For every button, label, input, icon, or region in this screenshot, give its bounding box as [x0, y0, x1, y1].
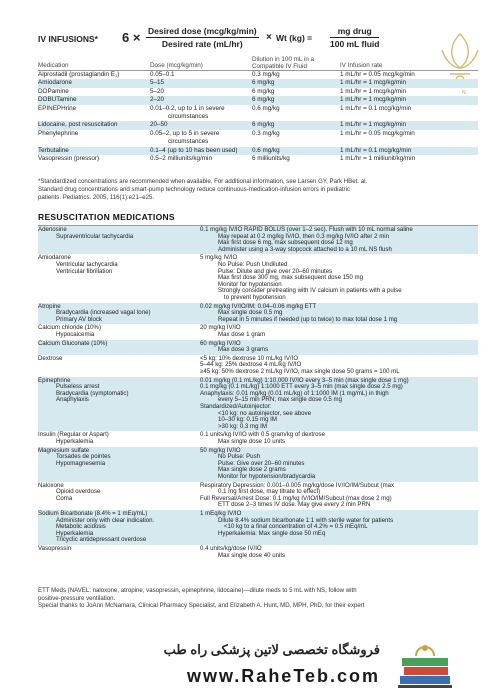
- resuscitation-indication: Coma: [56, 494, 73, 502]
- resuscitation-dose-line: 60 mg/kg IV/IO: [200, 339, 241, 347]
- infusion-cell: 0.6 mg/kg: [252, 146, 280, 154]
- resuscitation-indication: Tricyclic antidepressant overdose: [56, 536, 147, 544]
- resuscitation-row: [38, 510, 478, 545]
- resuscitation-dosing: [200, 356, 478, 376]
- resuscitation-drug: [38, 378, 198, 404]
- resuscitation-dose-line: Max first dose 6 mg, max subsequent dose 12 mg: [218, 239, 353, 247]
- infusion-col-header: Dilution in 100 mL in a Compatible IV Fluid: [252, 56, 315, 70]
- infusion-cell: 6 mg/kg: [252, 121, 275, 129]
- resuscitation-indication: Primary AV block: [56, 315, 102, 323]
- resuscitation-indication: Administer only with clear indication.: [56, 516, 155, 524]
- infusion-cell: 1 mL/hr = 1 mcg/kg/min: [340, 121, 406, 129]
- resuscitation-dose-line: May repeat at 0.2 mg/kg IV/IO, then 0.3 mg/kg IV/IO after 2 min: [218, 232, 390, 240]
- formula-fraction-drug: mg drug 100 mL fluid: [330, 26, 380, 49]
- resuscitation-indication: Vasopressin: [38, 544, 72, 552]
- resuscitation-row: [38, 254, 478, 302]
- infusion-cell: 0.5–2 milliunits/kg/min: [150, 154, 212, 162]
- resuscitation-indication: Hypomagnesemia: [56, 459, 106, 467]
- resuscitation-dosing: [200, 546, 478, 559]
- resuscitation-dose-line: Max first dose 300 mg, max subsequent dose 150 mg: [218, 274, 363, 282]
- resuscitation-dose-line: Dilute 8.4% sodium bicarbonate 1:1 with sterile water for patients: [218, 516, 394, 524]
- resuscitation-dose-line: to prevent hypotension: [224, 293, 286, 301]
- infusion-cell: DOPamine: [38, 87, 69, 95]
- iv-infusion-table: [38, 56, 478, 163]
- resuscitation-drug: [38, 546, 198, 553]
- resuscitation-row: [38, 340, 478, 355]
- infusion-cell: Lidocaine, post resuscitation: [38, 121, 118, 129]
- infusion-cell: circumstances: [168, 138, 209, 146]
- resuscitation-drug: [38, 341, 198, 348]
- infusion-cell: 1 mL/hr = 0.1 mcg/kg/min: [340, 146, 412, 154]
- resuscitation-dose-line: 0.1 mg first dose, may titrate to effect): [218, 488, 321, 496]
- infusion-cell: DOBUTamine: [38, 96, 77, 104]
- infusion-table-row: [38, 155, 478, 163]
- resuscitation-drug: [38, 511, 198, 544]
- resuscitation-dose-line: 20 mg/kg IV/IO: [200, 324, 241, 332]
- resuscitation-dose-line: Strongly consider pretreating with IV calcium in patients with a pulse: [218, 287, 402, 295]
- resuscitation-dose-line: Anaphylaxis: 0.01 mg/kg (0.01 mL/kg) of 1:1000 IM (1 mg/mL) in thigh: [200, 389, 389, 397]
- formula-factor: 6 ×: [122, 30, 141, 45]
- resuscitation-row: [38, 377, 478, 432]
- resuscitation-dose-line: Max dose 1 gram: [218, 330, 266, 338]
- infusion-cell: 1 mL/hr = 1 milliunit/kg/min: [340, 154, 416, 162]
- infusion-cell: Alprostadil (prostaglandin E₁): [38, 71, 120, 78]
- resuscitation-dose-line: >30 kg: 0.3 mg IM: [218, 422, 267, 430]
- book-stack-logo-icon: [394, 638, 456, 694]
- resuscitation-dose-line: ≥45 kg: 50% dextrose 2 mL/kg IV/IO, max single dose 50 grams = 100 mL: [200, 367, 400, 375]
- infusion-cell: 1 mL/hr = 0.1 mcg/kg/min: [340, 104, 412, 112]
- resuscitation-dose-line: every 5–15 min PRN; max single dose 0.5 mg: [218, 396, 342, 404]
- infusion-cell: 0.1–4 (up to 10 has been used): [150, 146, 238, 154]
- store-banner: [0, 632, 500, 700]
- resuscitation-dosing: [200, 483, 478, 509]
- infusion-cell: circumstances: [168, 112, 209, 120]
- resuscitation-drug: [38, 227, 198, 240]
- resuscitation-row: [38, 447, 478, 482]
- resuscitation-indication: Adenosine: [38, 226, 67, 233]
- resuscitation-indication: Bradycardia (increased vagal tone): [56, 309, 151, 317]
- infusion-cell: 1 mL/hr = 1 mcg/kg/min: [340, 96, 406, 104]
- resuscitation-dose-line: Max single dose 40 units: [218, 551, 286, 559]
- resuscitation-dosing: [200, 432, 478, 445]
- resuscitation-dosing: [200, 255, 478, 301]
- resuscitation-dose-line: Hyperkalemia: Max single dose 50 mEq: [218, 529, 326, 537]
- resuscitation-dose-line: No Pulse: Push: [218, 453, 261, 461]
- resuscitation-dose-line: Pulse: Give over 20–60 minutes: [218, 459, 305, 467]
- infusion-cell: 6 milliunits/kg: [252, 154, 290, 162]
- resuscitation-dosing: [200, 341, 478, 354]
- resuscitation-indication: Hyperkalemia: [56, 529, 94, 537]
- resuscitation-dose-line: 1 mEq/kg IV/IO: [200, 509, 242, 517]
- infusion-cell: 0.6 mg/kg: [252, 104, 280, 112]
- resuscitation-indication: Bradycardia (symptomatic): [56, 389, 129, 397]
- infusion-cell: 0.3 mg/kg: [252, 129, 280, 137]
- resuscitation-dose-line: <10 kg to a final concentration of 4.2% = 0.5 mEq/mL: [224, 523, 368, 531]
- infusion-cell: Amiodarone: [38, 79, 72, 87]
- resuscitation-dose-line: 0.1 mg/kg (0.1 mL/kg) 1:1000 ETT every 3–5 min (max single dose 2.5 mg): [200, 383, 403, 391]
- resuscitation-indication: Pulseless arrest: [56, 383, 100, 391]
- infusion-table-row: [38, 147, 478, 155]
- resuscitation-dose-line: ETT dose 2–3 times IV dose. May give every 2 min PRN: [218, 501, 371, 509]
- infusion-table-row: [38, 121, 478, 129]
- resuscitation-indication: Magnesium sulfate: [38, 446, 90, 454]
- resuscitation-indication: Hypocalcemia: [56, 330, 95, 338]
- resuscitation-dose-line: 5 mg/kg IV/IO: [200, 254, 238, 262]
- iv-infusions-title: IV INFUSIONS*: [38, 34, 98, 44]
- infusion-table-row: [38, 79, 478, 87]
- store-url[interactable]: www.RaheTeb.com: [186, 666, 380, 686]
- resuscitation-dose-line: 0.1 units/kg IV/IO with 0.5 gram/kg of dextrose: [200, 431, 325, 439]
- resuscitation-dose-line: 50 mg/kg IV/IO: [200, 446, 241, 454]
- resuscitation-indication: Opioid overdose: [56, 488, 101, 496]
- resuscitation-dose-line: 0.4 units/kg/dose IV/IO: [200, 544, 262, 552]
- resuscitation-dosing: [200, 378, 478, 431]
- infusion-cell: 1 mL/hr = 1 mcg/kg/min: [340, 87, 406, 95]
- resuscitation-drug: [38, 448, 198, 468]
- resuscitation-indication: Dextrose: [38, 354, 63, 362]
- infusion-cell: 5–20: [150, 87, 165, 95]
- ett-meds-note: ETT Meds (NAVEL: naloxone, atropine, vasopressin, epinephrine, lidocaine)—dilute meds to 5 mL with NS, follow with positive-pressure ventilation. Special thanks to JoAnn McNamara, Clinical Pharmacy Specialist, and Elizabeth A. Hunt, MD, MPH, PhD, for their expert: [38, 587, 365, 609]
- resuscitation-dose-line: No Pulse: Push Undiluted: [218, 260, 288, 268]
- resuscitation-drug: [38, 304, 198, 324]
- resuscitation-indication: Ventricular tachycardia: [56, 260, 118, 268]
- resuscitation-dose-line: <5 kg: 10% dextrose 10 mL/kg IV/IO: [200, 354, 299, 362]
- infusion-cell: Phenylephrine: [38, 129, 79, 137]
- resuscitation-indication: Anaphylaxis: [56, 396, 89, 404]
- infusion-cell: 2–20: [150, 96, 165, 104]
- resuscitation-indication: Insulin (Regular or Aspart): [38, 431, 109, 439]
- infusion-cell: 1 mL/hr = 1 mcg/kg/min: [340, 79, 406, 87]
- resuscitation-row: [38, 226, 478, 254]
- resuscitation-indication: Calcium Gluconate (10%): [38, 339, 108, 347]
- resuscitation-dose-line: 0.01 mg/kg (0.1 mL/kg) 1:10,000 IV/IO every 3–5 min (max single dose 1 mg): [200, 376, 409, 384]
- resuscitation-indication: Ventricular fibrillation: [56, 267, 113, 275]
- resuscitation-indication: Hyperkalemia: [56, 437, 94, 445]
- formula-fraction-dose: Desired dose (mcg/kg/min) Desired rate (mL/hr): [148, 26, 257, 49]
- infusion-table-row: [38, 71, 478, 79]
- resuscitation-drug: [38, 325, 198, 338]
- svg-text:N: N: [462, 90, 468, 96]
- infusion-table-row: [38, 138, 478, 146]
- infusion-table-row: [38, 96, 478, 104]
- infusion-cell: 1 mL/hr = 0.05 mcg/kg/min: [340, 71, 415, 78]
- infusion-cell: Vasopressin (pressor): [38, 154, 100, 162]
- resuscitation-dose-line: 10–30 kg: 0.15 mg IM: [218, 416, 277, 424]
- infusion-cell: 1 mL/hr = 0.05 mcg/kg/min: [340, 129, 415, 137]
- resuscitation-dosing: [200, 304, 478, 324]
- resuscitation-dose-line: 0.02 mg/kg IV/IO/IM; 0.04–0.06 mg/kg ETT: [200, 302, 317, 310]
- infusion-cell: 0.05–0.1: [150, 71, 175, 78]
- resuscitation-dose-line: 0.1 mg/kg IV/IO RAPID BOLUS (over 1–2 sec). Flush with 10 mL normal saline: [200, 226, 413, 233]
- resuscitation-dosing: [200, 325, 478, 338]
- resuscitation-row: [38, 355, 478, 377]
- infusion-col-header: Dose (mcg/kg/min): [150, 62, 203, 69]
- store-name: فروشگاه تخصصی لاتین پزشکی راه طب: [163, 642, 380, 657]
- resuscitation-drug: [38, 356, 198, 363]
- resuscitation-dose-line: Max single dose 2 grams: [218, 466, 286, 474]
- resuscitation-indication: Naloxone: [38, 481, 64, 489]
- resuscitation-indication: Supraventricular tachycardia: [56, 232, 134, 240]
- resuscitation-dose-line: 5–44 kg: 25% dextrose 4 mL/kg IV/IO: [200, 361, 302, 369]
- formula-times: ×: [266, 32, 272, 43]
- resuscitation-indication: Metabolic acidosis: [56, 523, 106, 531]
- infusion-table-row: [38, 113, 478, 121]
- infusion-cell: 6 mg/kg: [252, 79, 275, 87]
- infusion-cell: 20–50: [150, 121, 168, 129]
- resuscitation-dose-line: Max single dose 0.5 mg: [218, 309, 283, 317]
- resuscitation-dose-line: Respiratory Depression: 0.001–0.005 mg/kg/dose IV/IO/IM/Subcut (max: [200, 481, 395, 489]
- infusion-table-row: [38, 105, 478, 113]
- infusion-table-row: [38, 130, 478, 138]
- resuscitation-dosing: [200, 227, 478, 253]
- infusion-cell: 5–15: [150, 79, 165, 87]
- infusion-col-header: Medication: [38, 62, 69, 69]
- resuscitation-indication: Calcium chloride (10%): [38, 324, 101, 332]
- resuscitation-dose-line: Monitor for hypotension: [218, 280, 282, 288]
- infusion-cell: Terbutaline: [38, 146, 69, 154]
- resuscitation-dose-line: Repeat in 5 minutes if needed (up to twice) to max total dose 1 mg: [218, 315, 398, 323]
- resuscitation-row: [38, 303, 478, 325]
- resuscitation-dose-line: Max single dose 10 units: [218, 437, 286, 445]
- resuscitation-indication: Amiodarone: [38, 254, 71, 262]
- infusion-cell: 0.05–2, up to 5 in severe: [150, 129, 220, 137]
- resuscitation-row: [38, 431, 478, 446]
- iv-infusion-formula: [38, 26, 478, 54]
- resuscitation-dose-line: <10 kg: no autoinjector, see above: [218, 409, 311, 417]
- resuscitation-drug: [38, 483, 198, 503]
- resuscitation-dose-line: Pulse: Dilute and give over 20–60 minutes: [218, 267, 333, 275]
- resuscitation-drug: [38, 255, 198, 275]
- resuscitation-row: [38, 324, 478, 339]
- resuscitation-row: [38, 482, 478, 510]
- formula-weight: Wt (kg) =: [276, 33, 313, 43]
- resuscitation-title: RESUSCITATION MEDICATIONS: [38, 212, 175, 222]
- resuscitation-indication: Atropine: [38, 302, 61, 310]
- resuscitation-drug: [38, 432, 198, 445]
- resuscitation-row: [38, 545, 478, 560]
- resuscitation-dosing: [200, 511, 478, 537]
- infusion-table-row: [38, 88, 478, 96]
- infusion-table-header: [38, 56, 478, 71]
- infusion-cell: 6 mg/kg: [252, 87, 275, 95]
- resuscitation-table: [38, 225, 478, 560]
- infusion-cell: 0.01–0.2, up to 1 in severe: [150, 104, 225, 112]
- standardized-concentration-note: *Standardized concentrations are recommended when available. For additional information, see Larsen GY, Park HBet. al. Standard drug concentrations and smart-pump technology reduce continuous-medication-infusion errors in pediatric patients. Pediatrics. 2005, 116(1):e21–e25.: [38, 178, 368, 201]
- resuscitation-dose-line: Max dose 3 grams: [218, 346, 269, 354]
- resuscitation-dose-line: Full Reversal/Arrest Dose: 0.1 mg/kg IV/IO/IM/Subcut (max dose 2 mg): [200, 494, 392, 502]
- resuscitation-indication: Epinephrine: [38, 376, 71, 384]
- resuscitation-dose-line: Monitor for hypotension/bradycardia: [218, 472, 316, 480]
- infusion-cell: 0.3 mg/kg: [252, 71, 280, 78]
- resuscitation-indication: Torsades de pointes: [56, 453, 111, 461]
- infusion-cell: EPINEPHrine: [38, 104, 77, 112]
- resuscitation-dose-line: Administer using a 3-way stopcock attached to a 10 mL NS flush: [218, 245, 392, 253]
- infusion-col-header: IV Infusion rate: [340, 62, 383, 69]
- resuscitation-dosing: [200, 448, 478, 481]
- resuscitation-dose-line: Standardized/Autoinjector:: [200, 402, 272, 410]
- infusion-cell: 6 mg/kg: [252, 96, 275, 104]
- resuscitation-indication: Sodium Bicarbonate (8.4% = 1 mEq/mL): [38, 509, 148, 517]
